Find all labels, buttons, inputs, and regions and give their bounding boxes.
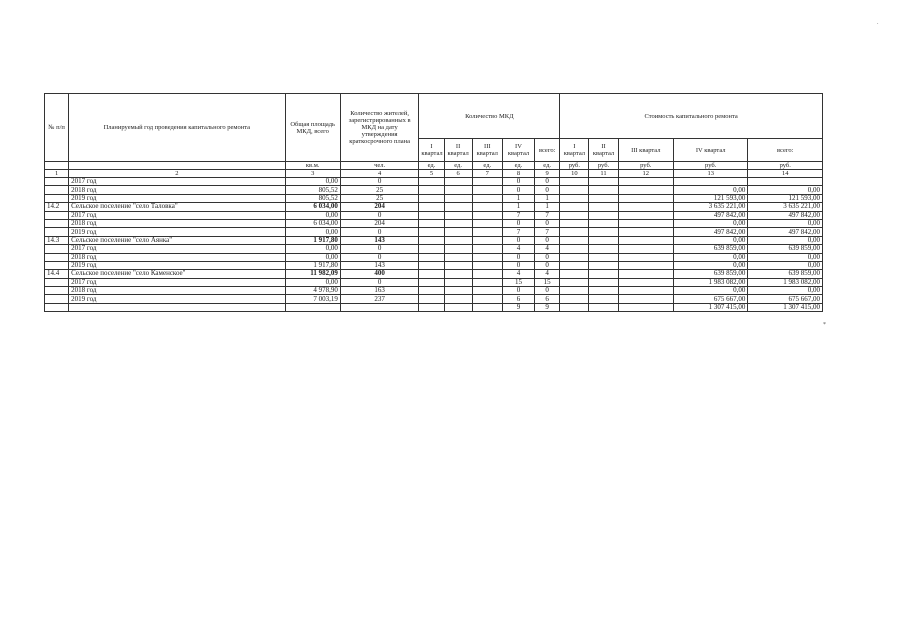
row-num	[45, 186, 69, 194]
row-cost-q4: 3 635 221,00	[673, 203, 747, 211]
empty-cell	[560, 270, 589, 278]
table-row	[45, 287, 823, 295]
row-mkd-total: 0	[535, 261, 560, 269]
empty-cell	[618, 253, 673, 261]
empty-cell	[444, 194, 472, 202]
empty-cell	[560, 186, 589, 194]
row-cost-total: 0,00	[748, 253, 823, 261]
row-num	[45, 295, 69, 303]
empty-cell	[472, 178, 502, 186]
row-cost-total	[748, 178, 823, 186]
row-mkd-total: 7	[535, 228, 560, 236]
row-cost-q4: 0,00	[673, 219, 747, 227]
empty-cell	[618, 186, 673, 194]
row-num	[45, 219, 69, 227]
empty-cell	[589, 261, 618, 269]
row-cost-total: 0,00	[748, 287, 823, 295]
row-residents: 0	[340, 245, 419, 253]
row-cost-q4: 0,00	[673, 287, 747, 295]
empty-cell	[589, 203, 618, 211]
row-mkd-total: 0	[535, 219, 560, 227]
row-cost-total: 0,00	[748, 186, 823, 194]
row-name: 2018 год	[69, 186, 285, 194]
row-residents: 0	[340, 278, 419, 286]
empty-cell	[618, 287, 673, 295]
table-row	[45, 270, 823, 278]
colnum-cell: 13	[673, 170, 747, 178]
row-cost-q4: 639 859,00	[673, 245, 747, 253]
empty-cell	[618, 211, 673, 219]
empty-cell	[419, 253, 444, 261]
row-residents: 163	[340, 287, 419, 295]
row-area: 0,00	[285, 178, 340, 186]
empty-cell	[444, 295, 472, 303]
empty-cell	[472, 278, 502, 286]
empty-cell	[560, 278, 589, 286]
table-row	[45, 194, 823, 202]
empty-cell	[560, 253, 589, 261]
row-num	[45, 178, 69, 186]
table-row	[45, 186, 823, 194]
row-mkd-total: 0	[535, 186, 560, 194]
empty-cell	[589, 278, 618, 286]
empty-cell	[560, 194, 589, 202]
empty-cell	[589, 303, 618, 311]
empty-cell	[560, 219, 589, 227]
row-mkd-total: 15	[535, 278, 560, 286]
row-area: 4 978,90	[285, 287, 340, 295]
row-area: 6 034,00	[285, 219, 340, 227]
header-cost-q4: IV квартал	[673, 139, 747, 162]
empty-cell	[589, 186, 618, 194]
empty-cell	[444, 178, 472, 186]
empty-cell	[589, 287, 618, 295]
row-mkd-q4: 0	[502, 178, 534, 186]
empty-cell	[560, 287, 589, 295]
row-area	[285, 303, 340, 311]
row-mkd-q4: 0	[502, 253, 534, 261]
colnum-cell: 4	[340, 170, 419, 178]
row-name: 2019 год	[69, 194, 285, 202]
empty-cell	[589, 270, 618, 278]
empty-cell	[419, 194, 444, 202]
row-residents: 204	[340, 219, 419, 227]
row-area: 0,00	[285, 211, 340, 219]
row-num	[45, 245, 69, 253]
row-cost-total: 1 983 082,00	[748, 278, 823, 286]
row-mkd-total: 7	[535, 211, 560, 219]
unit-cell: ед.	[502, 162, 534, 170]
empty-cell	[560, 211, 589, 219]
empty-cell	[419, 236, 444, 244]
header-mkd-q3: III квартал	[472, 139, 502, 162]
empty-cell	[419, 295, 444, 303]
row-mkd-q4: 7	[502, 228, 534, 236]
empty-cell	[419, 186, 444, 194]
row-mkd-total: 0	[535, 287, 560, 295]
empty-cell	[589, 211, 618, 219]
row-cost-total: 121 593,00	[748, 194, 823, 202]
row-name: 2017 год	[69, 211, 285, 219]
header-cost-q2: II квартал	[589, 139, 618, 162]
row-area: 805,52	[285, 186, 340, 194]
row-mkd-q4: 0	[502, 236, 534, 244]
empty-cell	[589, 228, 618, 236]
empty-cell	[472, 203, 502, 211]
row-mkd-total: 1	[535, 194, 560, 202]
row-mkd-total: 6	[535, 295, 560, 303]
empty-cell	[589, 245, 618, 253]
colnum-cell: 5	[419, 170, 444, 178]
row-num: 14.4	[45, 270, 69, 278]
row-cost-total: 1 307 415,00	[748, 303, 823, 311]
row-name: Сельское поселение "село Каменское"	[69, 270, 285, 278]
empty-cell	[444, 261, 472, 269]
empty-cell	[560, 228, 589, 236]
empty-cell	[472, 219, 502, 227]
empty-cell	[589, 219, 618, 227]
row-num	[45, 278, 69, 286]
header-area: Общая площадь МКД, всего	[285, 94, 340, 162]
scan-mark: .	[877, 20, 879, 26]
row-residents: 0	[340, 211, 419, 219]
row-mkd-total: 9	[535, 303, 560, 311]
empty-cell	[444, 287, 472, 295]
row-num: 14.3	[45, 236, 69, 244]
table-row	[45, 228, 823, 236]
row-mkd-q4: 0	[502, 219, 534, 227]
row-name: Сельское поселение "село Таловка"	[69, 203, 285, 211]
empty-cell	[589, 295, 618, 303]
row-cost-total: 639 859,00	[748, 270, 823, 278]
row-num	[45, 253, 69, 261]
empty-cell	[472, 194, 502, 202]
row-area: 805,52	[285, 194, 340, 202]
row-cost-total: 0,00	[748, 219, 823, 227]
row-cost-q4: 0,00	[673, 253, 747, 261]
row-residents	[340, 303, 419, 311]
empty-cell	[419, 303, 444, 311]
colnum-cell: 1	[45, 170, 69, 178]
row-name: 2019 год	[69, 228, 285, 236]
empty-cell	[444, 278, 472, 286]
row-mkd-q4: 15	[502, 278, 534, 286]
table-row	[45, 278, 823, 286]
row-name	[69, 303, 285, 311]
row-residents: 0	[340, 178, 419, 186]
colnum-cell: 6	[444, 170, 472, 178]
row-name: 2018 год	[69, 219, 285, 227]
row-residents: 204	[340, 203, 419, 211]
empty-cell	[589, 253, 618, 261]
row-residents: 0	[340, 253, 419, 261]
row-cost-q4: 1 983 082,00	[673, 278, 747, 286]
row-cost-total: 3 635 221,00	[748, 203, 823, 211]
row-area: 1 917,80	[285, 261, 340, 269]
column-numbers-row	[45, 170, 823, 178]
row-mkd-total: 4	[535, 270, 560, 278]
unit-cell	[45, 162, 69, 170]
row-cost-q4: 675 667,00	[673, 295, 747, 303]
header-residents: Количество жителей, зарегистрированных в МКД на дату утверждения краткосрочного плана	[340, 94, 419, 162]
row-cost-q4: 497 842,00	[673, 228, 747, 236]
empty-cell	[419, 178, 444, 186]
header-mkd-total: всего:	[535, 139, 560, 162]
empty-cell	[444, 245, 472, 253]
empty-cell	[472, 261, 502, 269]
row-name: 2017 год	[69, 245, 285, 253]
table-row	[45, 203, 823, 211]
empty-cell	[472, 245, 502, 253]
row-mkd-q4: 0	[502, 186, 534, 194]
row-mkd-q4: 0	[502, 287, 534, 295]
table-row	[45, 178, 823, 186]
row-cost-q4: 0,00	[673, 186, 747, 194]
empty-cell	[419, 287, 444, 295]
row-name: Сельское поселение "село Аянка"	[69, 236, 285, 244]
row-mkd-q4: 4	[502, 245, 534, 253]
empty-cell	[560, 295, 589, 303]
empty-cell	[472, 295, 502, 303]
unit-cell: руб.	[618, 162, 673, 170]
row-cost-total: 497 842,00	[748, 228, 823, 236]
row-cost-q4: 1 307 415,00	[673, 303, 747, 311]
unit-cell	[69, 162, 285, 170]
header-cost-group: Стоимость капитального ремонта	[560, 94, 823, 139]
empty-cell	[618, 303, 673, 311]
row-name: 2019 год	[69, 261, 285, 269]
empty-cell	[618, 236, 673, 244]
table-row	[45, 261, 823, 269]
unit-cell: руб.	[560, 162, 589, 170]
scan-mark: *	[823, 322, 826, 328]
empty-cell	[419, 211, 444, 219]
row-mkd-q4: 1	[502, 194, 534, 202]
empty-cell	[472, 211, 502, 219]
unit-cell: кв.м.	[285, 162, 340, 170]
empty-cell	[560, 203, 589, 211]
colnum-cell: 14	[748, 170, 823, 178]
header-cost-q1: I квартал	[560, 139, 589, 162]
header-mkd-q4: IV квартал	[502, 139, 534, 162]
units-row	[45, 162, 823, 170]
row-mkd-q4: 4	[502, 270, 534, 278]
unit-cell: руб.	[673, 162, 747, 170]
table-row	[45, 219, 823, 227]
header-mkd-group: Количество МКД	[419, 94, 560, 139]
row-cost-total: 0,00	[748, 261, 823, 269]
row-cost-q4: 497 842,00	[673, 211, 747, 219]
row-residents: 0	[340, 228, 419, 236]
empty-cell	[618, 203, 673, 211]
unit-cell: руб.	[589, 162, 618, 170]
empty-cell	[560, 245, 589, 253]
empty-cell	[419, 228, 444, 236]
empty-cell	[618, 194, 673, 202]
empty-cell	[472, 186, 502, 194]
header-year: Планируемый год проведения капитального ремонта	[69, 94, 285, 162]
empty-cell	[472, 303, 502, 311]
colnum-cell: 11	[589, 170, 618, 178]
empty-cell	[560, 261, 589, 269]
row-name: 2017 год	[69, 178, 285, 186]
table-row	[45, 295, 823, 303]
header-num: № п/п	[45, 94, 69, 162]
unit-cell: ед.	[444, 162, 472, 170]
empty-cell	[618, 228, 673, 236]
row-mkd-q4: 6	[502, 295, 534, 303]
row-cost-q4: 0,00	[673, 236, 747, 244]
row-cost-q4	[673, 178, 747, 186]
row-area: 11 982,09	[285, 270, 340, 278]
colnum-cell: 12	[618, 170, 673, 178]
empty-cell	[589, 236, 618, 244]
empty-cell	[472, 228, 502, 236]
row-residents: 25	[340, 186, 419, 194]
unit-cell: ед.	[419, 162, 444, 170]
header-cost-q3: III квартал	[618, 139, 673, 162]
empty-cell	[618, 261, 673, 269]
table-row	[45, 211, 823, 219]
empty-cell	[618, 278, 673, 286]
table-body	[45, 178, 823, 312]
row-residents: 143	[340, 236, 419, 244]
row-num	[45, 261, 69, 269]
unit-cell: руб.	[748, 162, 823, 170]
colnum-cell: 3	[285, 170, 340, 178]
empty-cell	[419, 203, 444, 211]
header-mkd-q2: II квартал	[444, 139, 472, 162]
table-row	[45, 245, 823, 253]
colnum-cell: 9	[535, 170, 560, 178]
row-area: 7 003,19	[285, 295, 340, 303]
row-mkd-q4: 9	[502, 303, 534, 311]
empty-cell	[472, 236, 502, 244]
row-mkd-total: 0	[535, 236, 560, 244]
empty-cell	[444, 186, 472, 194]
row-mkd-total: 0	[535, 178, 560, 186]
row-num	[45, 211, 69, 219]
row-cost-total: 639 859,00	[748, 245, 823, 253]
row-area: 0,00	[285, 253, 340, 261]
empty-cell	[560, 236, 589, 244]
empty-cell	[444, 228, 472, 236]
row-mkd-q4: 1	[502, 203, 534, 211]
empty-cell	[419, 245, 444, 253]
empty-cell	[444, 219, 472, 227]
row-area: 0,00	[285, 278, 340, 286]
row-mkd-total: 0	[535, 253, 560, 261]
empty-cell	[618, 270, 673, 278]
colnum-cell: 10	[560, 170, 589, 178]
row-residents: 25	[340, 194, 419, 202]
empty-cell	[618, 245, 673, 253]
row-cost-total: 0,00	[748, 236, 823, 244]
document-sheet	[44, 93, 823, 312]
empty-cell	[444, 211, 472, 219]
row-name: 2019 год	[69, 295, 285, 303]
unit-cell: чел.	[340, 162, 419, 170]
row-cost-total: 675 667,00	[748, 295, 823, 303]
row-num	[45, 194, 69, 202]
row-num	[45, 228, 69, 236]
row-area: 6 034,00	[285, 203, 340, 211]
header-cost-total: всего:	[748, 139, 823, 162]
colnum-cell: 7	[472, 170, 502, 178]
unit-cell: ед.	[472, 162, 502, 170]
row-mkd-q4: 0	[502, 261, 534, 269]
empty-cell	[618, 178, 673, 186]
empty-cell	[560, 178, 589, 186]
row-name: 2018 год	[69, 253, 285, 261]
row-area: 0,00	[285, 228, 340, 236]
row-mkd-total: 1	[535, 203, 560, 211]
row-name: 2018 год	[69, 287, 285, 295]
row-mkd-total: 4	[535, 245, 560, 253]
row-num: 14.2	[45, 203, 69, 211]
row-area: 0,00	[285, 245, 340, 253]
table-row	[45, 303, 823, 311]
empty-cell	[419, 219, 444, 227]
row-residents: 400	[340, 270, 419, 278]
row-num	[45, 287, 69, 295]
empty-cell	[589, 194, 618, 202]
table-row	[45, 253, 823, 261]
empty-cell	[444, 236, 472, 244]
row-cost-q4: 639 859,00	[673, 270, 747, 278]
row-cost-q4: 0,00	[673, 261, 747, 269]
empty-cell	[472, 253, 502, 261]
row-area: 1 917,80	[285, 236, 340, 244]
row-cost-total: 497 842,00	[748, 211, 823, 219]
row-mkd-q4: 7	[502, 211, 534, 219]
unit-cell: ед.	[535, 162, 560, 170]
table-row	[45, 236, 823, 244]
row-num	[45, 303, 69, 311]
empty-cell	[419, 278, 444, 286]
empty-cell	[589, 178, 618, 186]
empty-cell	[560, 303, 589, 311]
empty-cell	[618, 295, 673, 303]
empty-cell	[472, 270, 502, 278]
colnum-cell: 2	[69, 170, 285, 178]
row-name: 2017 год	[69, 278, 285, 286]
empty-cell	[419, 261, 444, 269]
capital-repair-plan-table	[44, 93, 823, 312]
empty-cell	[419, 270, 444, 278]
colnum-cell: 8	[502, 170, 534, 178]
row-cost-q4: 121 593,00	[673, 194, 747, 202]
row-residents: 237	[340, 295, 419, 303]
row-residents: 143	[340, 261, 419, 269]
empty-cell	[444, 253, 472, 261]
empty-cell	[444, 270, 472, 278]
empty-cell	[444, 303, 472, 311]
empty-cell	[444, 203, 472, 211]
empty-cell	[618, 219, 673, 227]
header-mkd-q1: I квартал	[419, 139, 444, 162]
empty-cell	[472, 287, 502, 295]
